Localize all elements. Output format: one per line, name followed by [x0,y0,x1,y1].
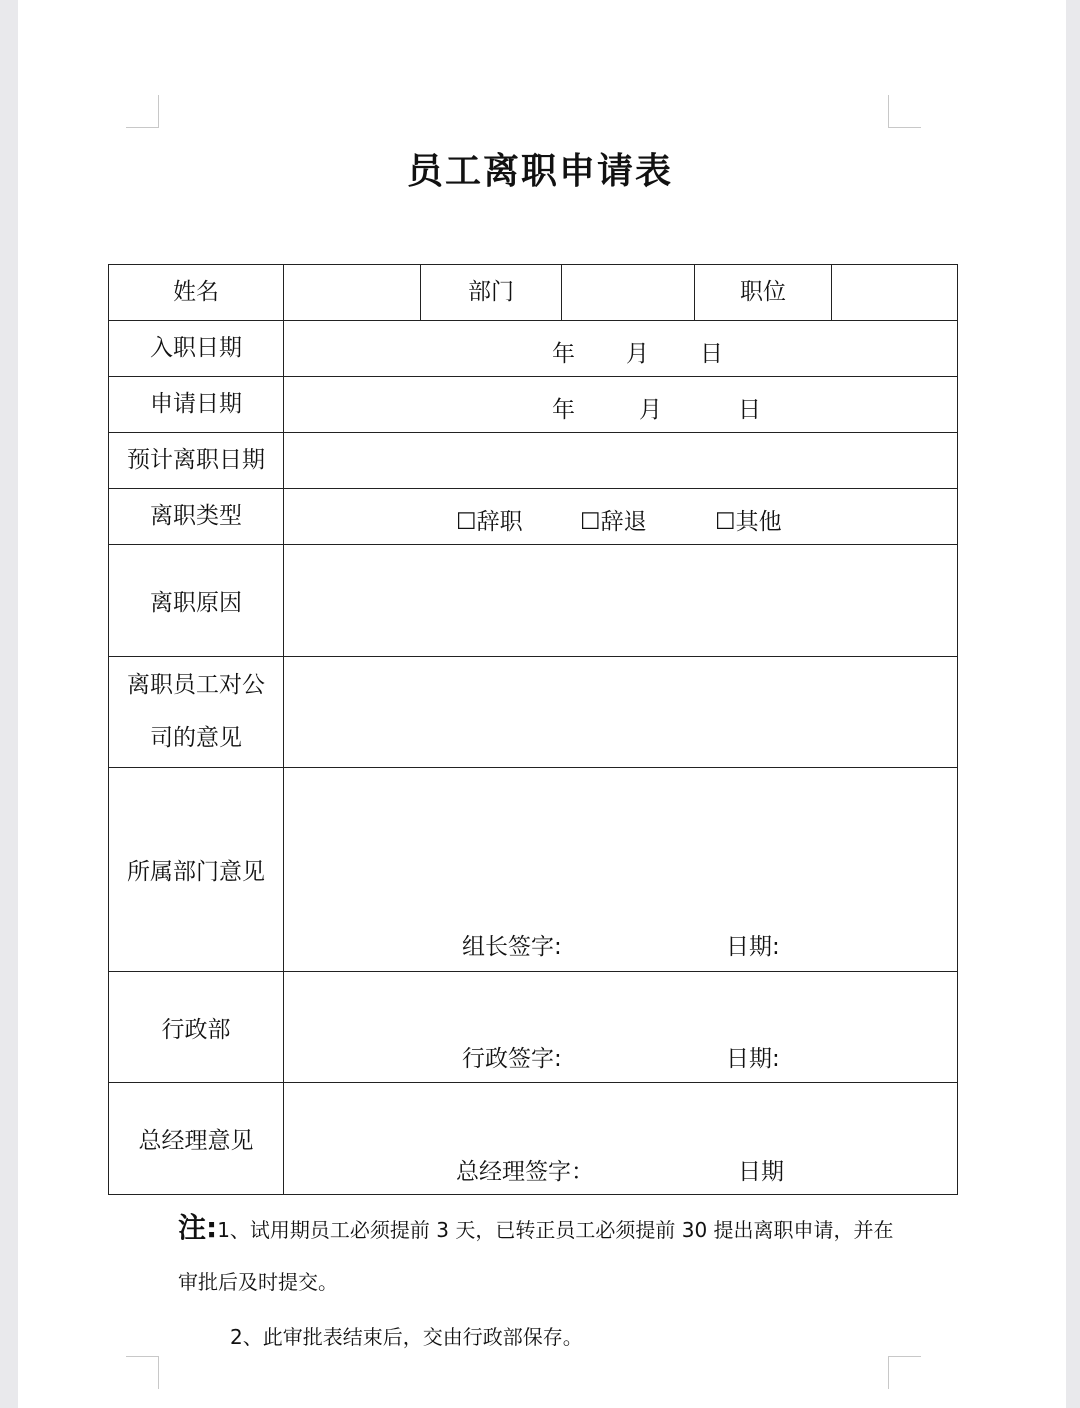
resignation-form-table [108,264,958,1195]
dept-opinion-label: 所属部门意见 [109,768,284,972]
department-field[interactable] [562,265,695,321]
admin-signature-label: 行政签字: [462,1046,562,1072]
admin-opinion-field[interactable] [284,972,958,1083]
position-field[interactable] [832,265,958,321]
crop-mark-bottom-right [888,1356,921,1389]
leave-type-label: 离职类型 [109,489,284,545]
note-line2: 2、此审批表结束后，交由行政部保存。 [230,1325,583,1349]
crop-mark-top-right [888,95,921,128]
month-label: 月 [639,396,662,423]
admin-label: 行政部 [109,972,284,1083]
day-label: 日 [738,396,761,423]
note-line1 [178,1206,894,1246]
year-label: 年 [552,396,575,423]
name-label: 姓名 [109,265,284,321]
admin-date-label: 日期: [726,1046,780,1072]
note-prefix: 注: [178,1211,218,1244]
company-opinion-field[interactable] [284,657,958,768]
leave-type-options [284,489,958,545]
checkbox-other[interactable]: ☐其他 [715,508,782,535]
apply-date-label: 申请日期 [109,377,284,433]
company-opinion-label [109,657,284,768]
team-leader-date-label: 日期: [726,934,780,960]
position-label: 职位 [695,265,832,321]
apply-date-field[interactable] [284,377,958,433]
day-label: 日 [700,340,723,367]
month-label: 月 [626,340,649,367]
department-label: 部门 [421,265,562,321]
hire-date-label: 入职日期 [109,321,284,377]
leave-reason-label: 离职原因 [109,545,284,657]
name-field[interactable] [284,265,421,321]
gm-signature-label: 总经理签字： [456,1159,594,1185]
expected-leave-date-label: 预计离职日期 [109,433,284,489]
company-opinion-label-line1: 离职员工对公 [127,672,265,698]
gm-opinion-field[interactable] [284,1083,958,1195]
hire-date-field[interactable] [284,321,958,377]
note-text-1: 1、试用期员工必须提前 3 天，已转正员工必须提前 30 提出离职申请，并在 [217,1218,894,1242]
gm-date-label: 日期 [738,1159,784,1185]
checkbox-resign[interactable]: ☐辞职 [456,508,523,535]
checkbox-dismissed[interactable]: ☐辞退 [580,508,647,535]
leave-reason-field[interactable] [284,545,958,657]
note-line1-continued: 审批后及时提交。 [178,1270,338,1294]
dept-opinion-field[interactable] [284,768,958,972]
crop-mark-bottom-left [126,1356,159,1389]
team-leader-signature-label: 组长签字: [462,934,562,960]
crop-mark-top-left [126,95,159,128]
gm-opinion-label: 总经理意见 [109,1083,284,1195]
company-opinion-label-line2: 司的意见 [150,725,242,751]
year-label: 年 [552,340,575,367]
form-title: 员工离职申请表 [406,151,673,192]
expected-leave-date-field[interactable] [284,433,958,489]
